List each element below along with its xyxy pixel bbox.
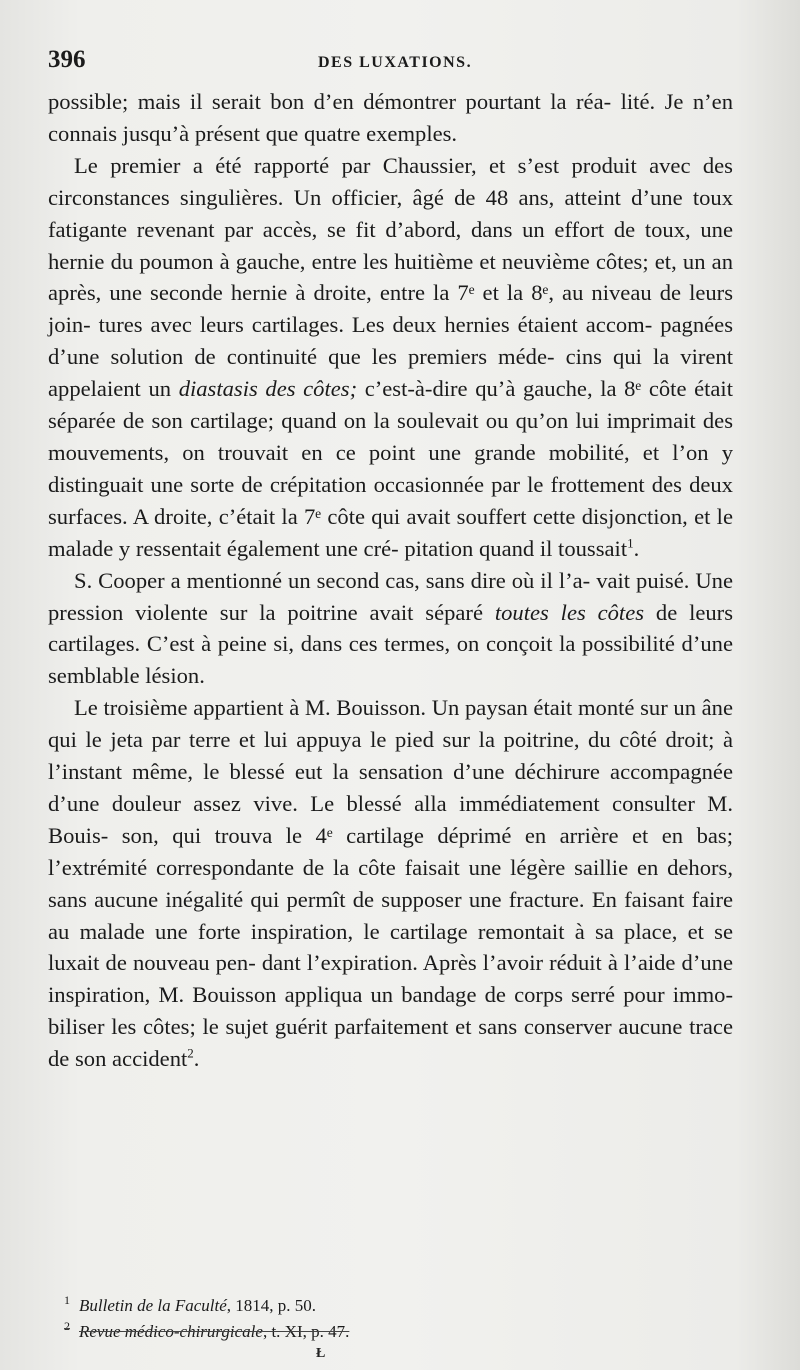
text-line: monté sur un âne qui le jeta par terre et lui appuya le pied	[48, 695, 734, 753]
text-line: cins qui la virent appelaient un	[48, 344, 734, 402]
text-line: aucune trace de son accident	[48, 1014, 733, 1072]
text-line: M. Bouisson appliqua un bandage de corps serré pour immo-	[158, 982, 733, 1008]
footnote-2	[64, 1319, 724, 1345]
text-line: c’est-à-dire	[364, 376, 468, 402]
text-line: .	[633, 535, 640, 561]
text-line: une sorte de crépitation occasionnée par le frottement des	[150, 471, 682, 497]
paragraph-2	[48, 150, 733, 565]
text-line: lité. Je n’en connais jusqu’à présent que quatre exemples.	[48, 89, 733, 146]
text-line: deux surfaces. A droite, c’était la 7ᵉ côte qui avait souffert	[48, 471, 733, 529]
text-line: biliser les côtes; le sujet guérit parfaitement et sans conserver	[48, 1014, 612, 1040]
page-header	[48, 46, 738, 80]
text-line: son, qui trouva le 4ᵉ cartilage déprimé en arrière et en	[121, 822, 684, 848]
text-line: termes, on conçoit la possibilité d’une semblable lésion.	[48, 631, 733, 689]
body-text	[48, 86, 733, 1075]
italic-term: toutes les côtes	[494, 599, 645, 625]
text-line: atteint d’une toux fatigante revenant par accès, se fit d’abord,	[48, 184, 733, 242]
footnote-detail: , 1814, p. 50.	[226, 1296, 317, 1315]
text-line: saillie en dehors, sans aucune inégalité qui permît de supposer	[48, 854, 733, 912]
footnote-source: Revue médico-chirurgicale	[79, 1322, 263, 1341]
text-line: bas; l’extrémité correspondante de la côte faisait une légère	[48, 822, 733, 880]
text-line: pitation quand il toussait	[404, 535, 628, 561]
text-line: qu’à gauche, la 8ᵉ côte était séparée de son cartilage; quand	[48, 376, 733, 434]
text-line: Le troisième appartient à M. Bouisson. Un paysan était	[74, 695, 573, 721]
text-line: on la soulevait ou qu’on lui imprimait des mouvements, on	[48, 408, 733, 465]
text-line: possible; mais il serait bon d’en démontrer pourtant la réa-	[48, 89, 612, 114]
text-line: la sensation d’une déchirure accompagnée d’une douleur assez	[48, 759, 733, 816]
text-line: de leurs cartilages. C’est à peine si, dans ces	[48, 599, 733, 657]
text-line: tures avec leurs cartilages. Les deux hernies étaient accom-	[98, 312, 653, 338]
paragraph-3	[48, 565, 733, 693]
text-line: Le premier a été rapporté par Chaussier, et s’est produit	[74, 152, 637, 178]
footnote-number: 1	[64, 1293, 70, 1308]
footnote-detail: , t. XI, p. 47.	[262, 1322, 350, 1341]
text-line: avec des circonstances singulières. Un officier, âgé de 48 ans,	[48, 152, 733, 210]
footnote-source: Bulletin de la Faculté	[79, 1296, 227, 1315]
text-line: trouvait en ce point une grande mobilité, et l’on y distinguait	[48, 439, 733, 497]
text-line: vait puisé. Une pression violente sur la poitrine avait séparé	[48, 567, 733, 625]
footnote-1	[64, 1293, 724, 1319]
paragraph-1	[48, 86, 733, 150]
text-line: le cartilage remontait à sa place, et se luxait de nouveau pen-	[48, 918, 733, 976]
text-line: pagnées d’une solution de continuité que les premiers méde-	[48, 312, 733, 370]
italic-term: diastasis des côtes;	[178, 376, 358, 402]
text-line: vive. Le blessé alla immédiatement consulter M. Bouis-	[48, 790, 733, 848]
footnote-number: 2	[64, 1319, 70, 1334]
footnote-ref: 1	[627, 535, 634, 551]
text-line: cette disjonction, et le malade y ressentait également une cré-	[48, 503, 733, 561]
running-title: DES LUXATIONS.	[318, 54, 473, 71]
text-line: S. Cooper a mentionné un second cas, sans dire où il l’a-	[74, 567, 591, 593]
text-line: une fracture. En faisant faire au malade une forte inspiration,	[48, 886, 733, 944]
page-number: 396	[48, 46, 86, 73]
text-line: dans un effort de toux, une hernie du poumon à gauche, entre	[48, 216, 733, 274]
text-line: .	[193, 1046, 200, 1072]
paragraph-4	[48, 692, 733, 1075]
footnote-ref: 2	[187, 1045, 194, 1061]
text-line: les huitième et neuvième côtes; et, un an après, une seconde	[48, 248, 733, 306]
text-line: dant l’expiration. Après l’avoir réduit à l’aide d’une inspiration,	[48, 950, 733, 1008]
printer-mark: Ł	[316, 1346, 326, 1361]
text-line: hernie à droite, entre la 7ᵉ et la 8ᵉ, au niveau de leurs join-	[48, 280, 733, 338]
text-line: sur la poitrine, du côté droit; à l’instant même, le blessé eut	[48, 727, 734, 785]
footnotes	[64, 1293, 724, 1345]
